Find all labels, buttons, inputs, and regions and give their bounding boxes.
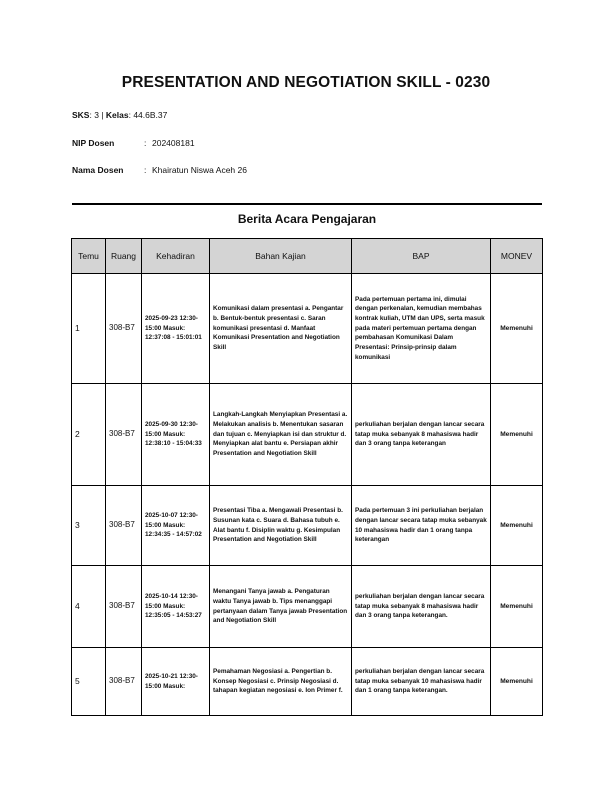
- cell-kehadiran: 2025-09-30 12:30-15:00 Masuk: 12:38:10 - 15:04:33: [142, 384, 210, 486]
- cell-temu: 1: [72, 274, 106, 384]
- table-row: [72, 274, 543, 384]
- cell-temu: 2: [72, 384, 106, 486]
- cell-bap: perkuliahan berjalan dengan lancar secara tatap muka sebanyak 10 mahasiswa hadir dan 1 orang tanpa keterangan.: [352, 648, 491, 716]
- nama-label: Nama Dosen: [72, 165, 124, 175]
- cell-bap: perkuliahan berjalan dengan lancar secara tatap muka sebanyak 8 mahasiswa hadir dan 3 orang tanpa keterangan: [352, 384, 491, 486]
- cell-ruang: 308-B7: [106, 566, 142, 648]
- table-row: [72, 566, 543, 648]
- sks-kelas-line: SKS: 3 | Kelas: 44.6B.37: [72, 110, 168, 120]
- nama-value: Khairatun Niswa Aceh 26: [152, 165, 247, 175]
- nip-value: 202408181: [152, 138, 195, 148]
- sks-value: 3: [94, 110, 99, 120]
- cell-bahan-kajian: Presentasi Tiba a. Mengawali Presentasi b. Susunan kata c. Suara d. Bahasa tubuh e. Alat bantu f. Disiplin waktu g. Kesimpulan Presentation and Negotiation Skill: [210, 486, 352, 566]
- table-row: [72, 486, 543, 566]
- cell-ruang: 308-B7: [106, 486, 142, 566]
- cell-bahan-kajian: Langkah-Langkah Menyiapkan Presentasi a. Melakukan analisis b. Menentukan sasaran dan tujuan c. Menyiapkan isi dan struktur d. Menyiapkan alat bantu e. Persiapan akhir Presentation and Negotiation Skill: [210, 384, 352, 486]
- cell-monev: Memenuhi: [491, 566, 543, 648]
- table-row: [72, 648, 543, 716]
- header-kehadiran: Kehadiran: [142, 239, 210, 274]
- page-title: PRESENTATION AND NEGOTIATION SKILL - 0230: [121, 74, 491, 91]
- header-monev: MONEV: [491, 239, 543, 274]
- cell-monev: Memenuhi: [491, 384, 543, 486]
- table-header-row: [72, 239, 543, 274]
- cell-bahan-kajian: Komunikasi dalam presentasi a. Pengantar b. Bentuk-bentuk presentasi c. Saran komunikasi presentasi d. Manfaat Komunikasi Presentation and Negotiation Skill: [210, 274, 352, 384]
- cell-bahan-kajian: Pemahaman Negosiasi a. Pengertian b. Konsep Negosiasi c. Prinsip Negosiasi d. tahapan kegiatan negosiasi e. Ion Primer f.: [210, 648, 352, 716]
- header-temu: Temu: [72, 239, 106, 274]
- section-title: Berita Acara Pengajaran: [237, 212, 377, 226]
- cell-monev: Memenuhi: [491, 486, 543, 566]
- cell-temu: 4: [72, 566, 106, 648]
- table-row: [72, 384, 543, 486]
- nip-label: NIP Dosen: [72, 138, 115, 148]
- cell-kehadiran: 2025-10-21 12:30-15:00 Masuk:: [142, 648, 210, 716]
- header-bap: BAP: [352, 239, 491, 274]
- cell-monev: Memenuhi: [491, 648, 543, 716]
- cell-temu: 3: [72, 486, 106, 566]
- sks-label: SKS: [72, 110, 90, 120]
- cell-temu: 5: [72, 648, 106, 716]
- teaching-record-table: [71, 238, 543, 716]
- header-ruang: Ruang: [106, 239, 142, 274]
- cell-kehadiran: 2025-10-14 12:30-15:00 Masuk: 12:35:05 - 14:53:27: [142, 566, 210, 648]
- divider: [72, 203, 542, 205]
- header-bahan-kajian: Bahan Kajian: [210, 239, 352, 274]
- nama-line: Nama Dosen : Khairatun Niswa Aceh 26: [72, 165, 247, 175]
- cell-ruang: 308-B7: [106, 648, 142, 716]
- cell-bap: perkuliahan berjalan dengan lancar secara tatap muka sebanyak 8 mahasiswa hadir dan 3 orang tanpa keterangan.: [352, 566, 491, 648]
- cell-ruang: 308-B7: [106, 384, 142, 486]
- cell-bahan-kajian: Menangani Tanya jawab a. Pengaturan waktu Tanya jawab b. Tips menanggapi pertanyaan dalam Tanya jawab Presentation and Negotiation Skill: [210, 566, 352, 648]
- kelas-value: 44.6B.37: [133, 110, 168, 120]
- cell-kehadiran: 2025-10-07 12:30-15:00 Masuk: 12:34:35 - 14:57:02: [142, 486, 210, 566]
- cell-ruang: 308-B7: [106, 274, 142, 384]
- cell-bap: Pada pertemuan pertama ini, dimulai dengan perkenalan, kemudian membahas kontrak kuliah, UTM dan UPS, serta masuk pada materi pertemuan pertama dengan pembahasan Komunikasi Dalam Presentasi: Prinsip-prinsip dalam komunikasi: [352, 274, 491, 384]
- cell-bap: Pada pertemuan 3 ini perkuliahan berjalan dengan lancar secara tatap muka sebanyak 10 mahasiswa hadir dan 1 orang tanpa keterangan: [352, 486, 491, 566]
- nip-line: NIP Dosen : 202408181: [72, 138, 195, 148]
- cell-kehadiran: 2025-09-23 12:30-15:00 Masuk: 12:37:08 - 15:01:01: [142, 274, 210, 384]
- kelas-label: Kelas: [105, 110, 129, 120]
- cell-monev: Memenuhi: [491, 274, 543, 384]
